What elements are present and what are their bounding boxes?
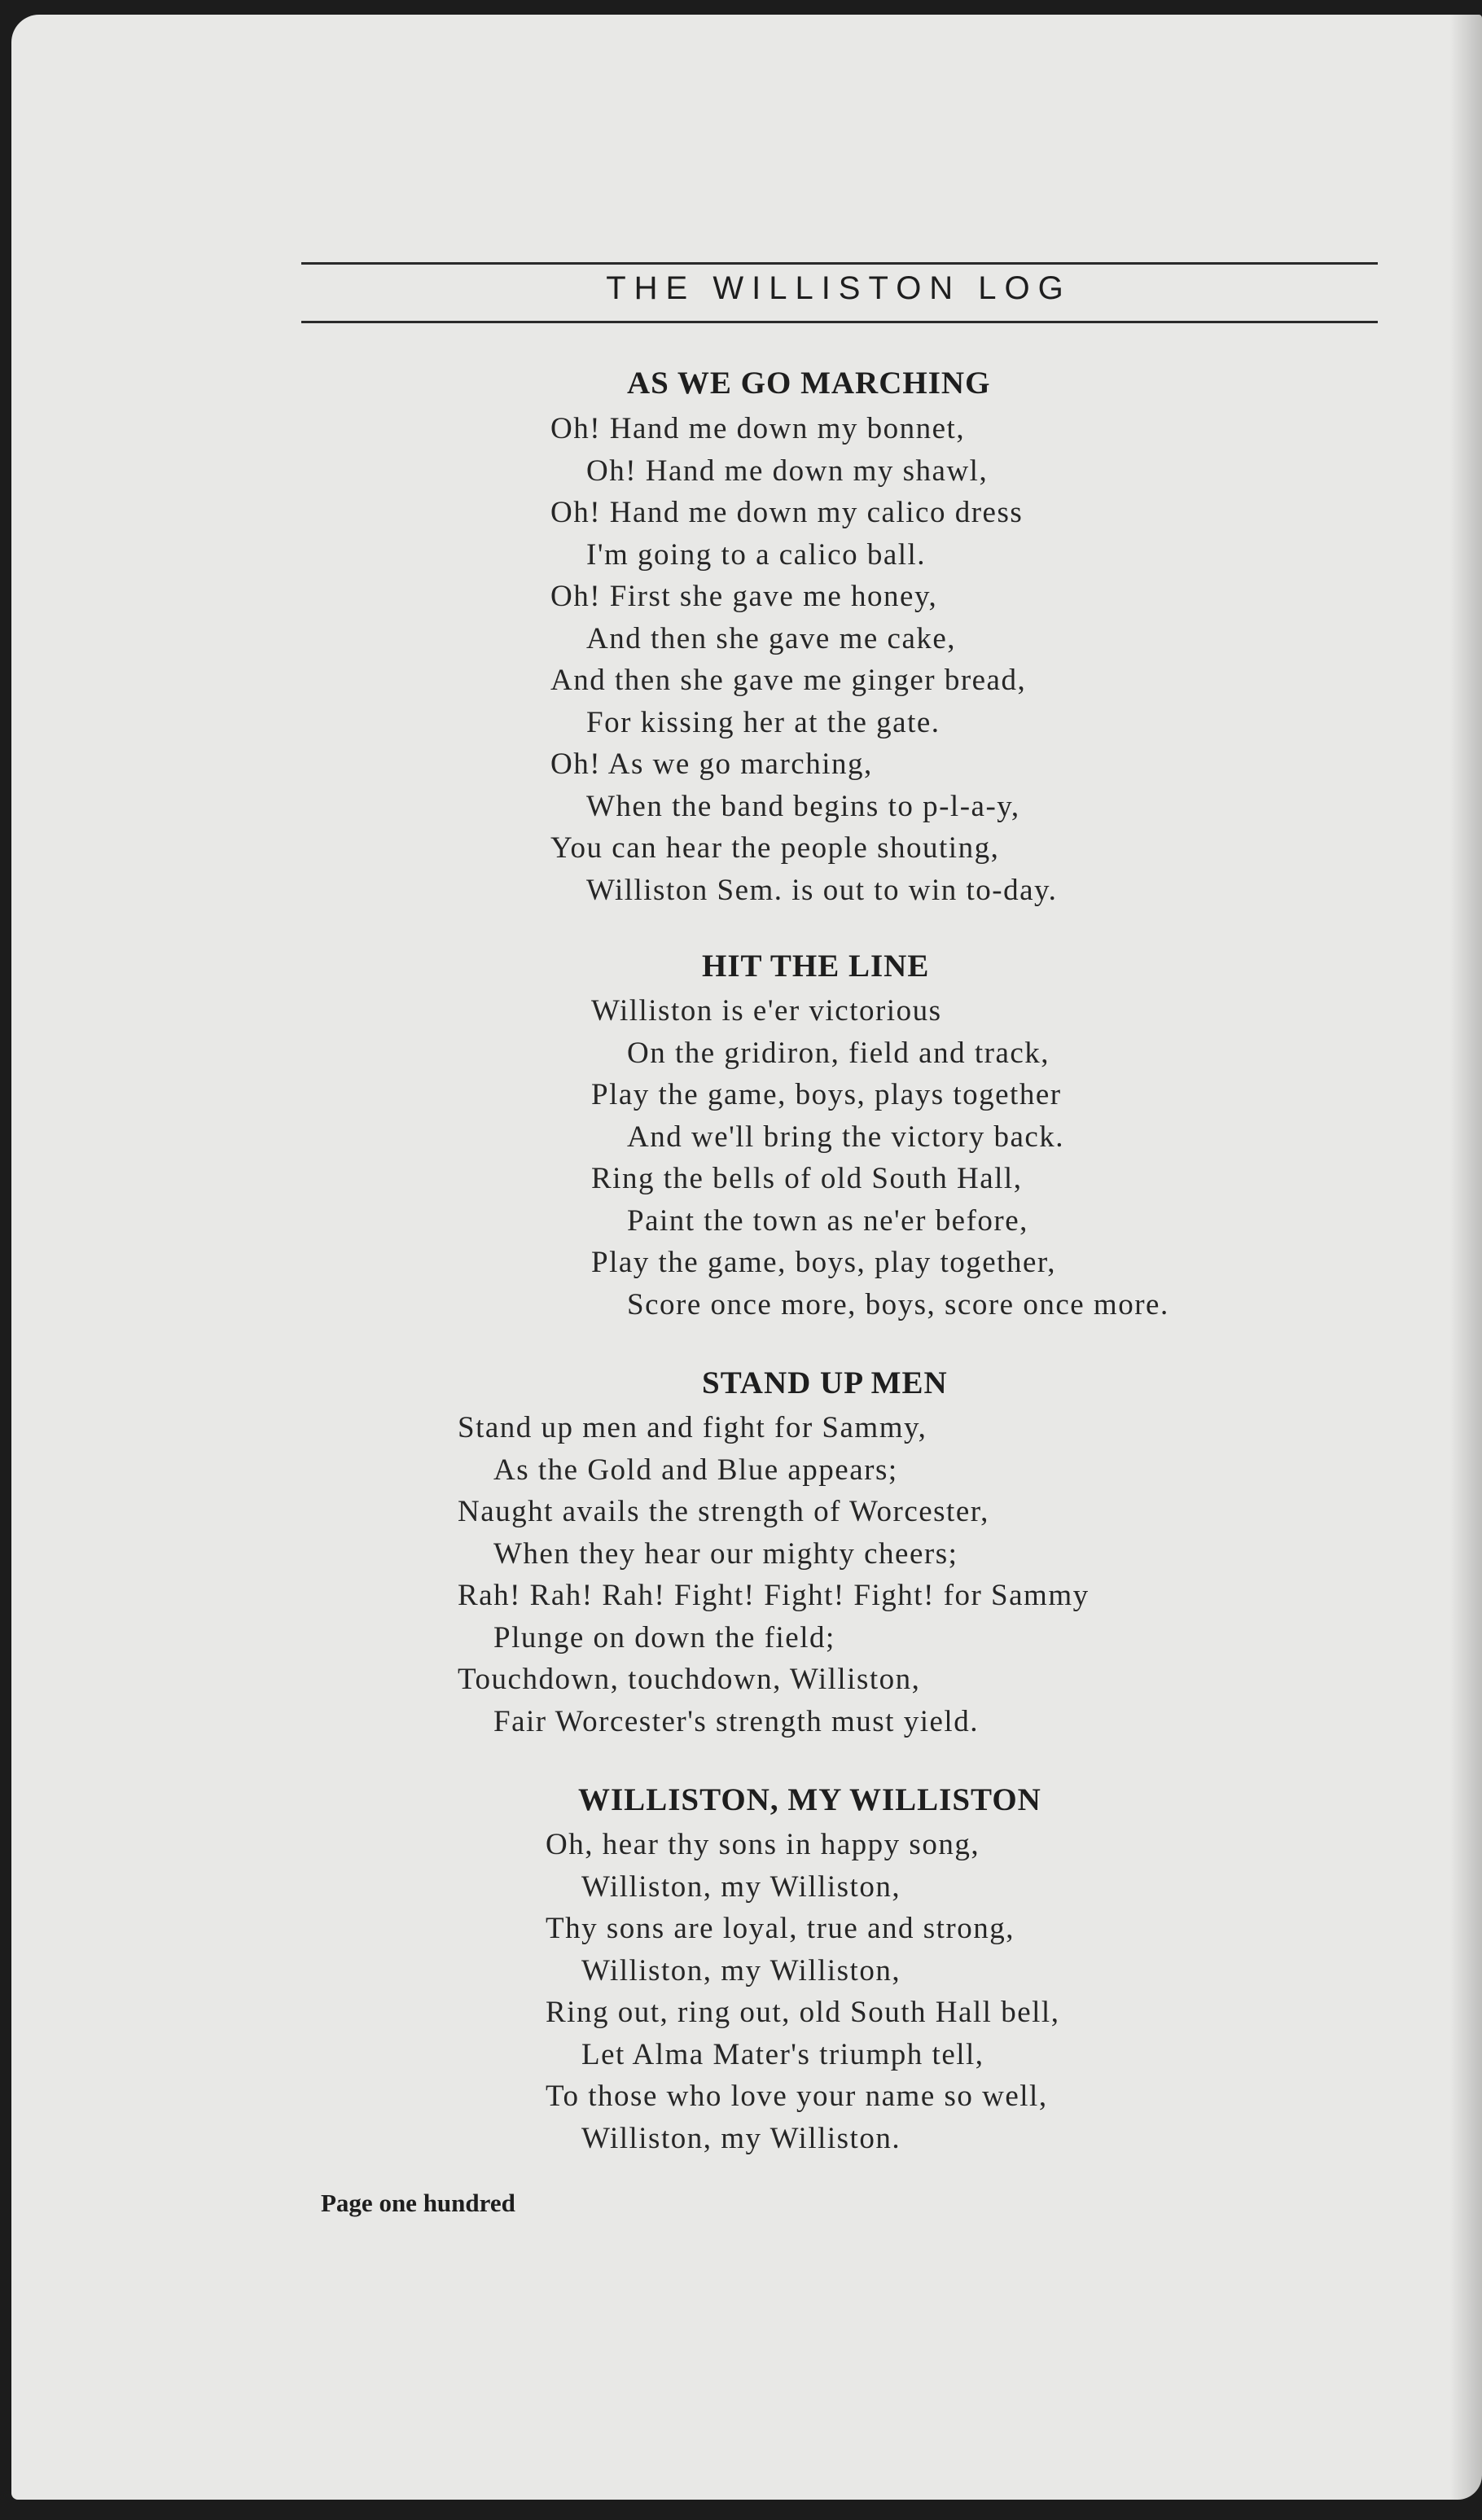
verse-line: Let Alma Mater's triumph tell,	[581, 2037, 984, 2071]
verse-line: Play the game, boys, plays together	[591, 1078, 1062, 1111]
verse-line: Play the game, boys, play together,	[591, 1246, 1056, 1279]
verse-line: Stand up men and fight for Sammy,	[458, 1411, 927, 1444]
verse-line: Fair Worcester's strength must yield.	[493, 1704, 979, 1738]
song-title-williston-my-williston: WILLISTON, MY WILLISTON	[578, 1782, 1041, 1817]
verse-line: As the Gold and Blue appears;	[493, 1453, 898, 1487]
verse-line: And we'll bring the victory back.	[627, 1120, 1065, 1154]
verse-line: Williston is e'er victorious	[591, 994, 942, 1028]
verse-line: Oh! Hand me down my calico dress	[550, 496, 1024, 529]
page-number-label: Page one hundred	[321, 2189, 515, 2217]
verse-line: Ring the bells of old South Hall,	[591, 1162, 1023, 1195]
verse-stand-up-men	[458, 1407, 1090, 1742]
running-header: THE WILLISTON LOG	[606, 270, 1072, 306]
song-title-as-we-go-marching: AS WE GO MARCHING	[627, 366, 991, 401]
verse-line: To those who love your name so well,	[546, 2080, 1048, 2113]
verse-line: Thy sons are loyal, true and strong,	[546, 1912, 1015, 1945]
verse-hit-the-line	[591, 990, 1169, 1326]
verse-line: Oh! As we go marching,	[550, 747, 873, 781]
verse-line: When the band begins to p-l-a-y,	[586, 789, 1020, 823]
verse-line: Plunge on down the field;	[493, 1620, 835, 1654]
verse-line: I'm going to a calico ball.	[586, 537, 927, 572]
verse-line: Ring out, ring out, old South Hall bell,	[546, 1996, 1060, 2029]
verse-line: Williston, my Williston,	[581, 1953, 901, 1988]
verse-line: Williston, my Williston,	[581, 1869, 901, 1904]
verse-williston-my-williston	[546, 1824, 1059, 2159]
verse-line: Touchdown, touchdown, Williston,	[458, 1663, 921, 1696]
verse-line: Williston, my Williston.	[581, 2121, 901, 2155]
verse-line: When they hear our mighty cheers;	[493, 1536, 958, 1571]
verse-line: And then she gave me ginger bread,	[550, 664, 1027, 697]
verse-line: Paint the town as ne'er before,	[627, 1203, 1028, 1238]
verse-line: Williston Sem. is out to win to-day.	[586, 873, 1058, 907]
verse-line: Oh! Hand me down my shawl,	[586, 454, 989, 488]
header-top-rule	[301, 262, 1378, 265]
header-bottom-rule	[301, 321, 1378, 323]
verse-line: And then she gave me cake,	[586, 621, 957, 655]
verse-line: Rah! Rah! Rah! Fight! Fight! Fight! for Sammy	[458, 1579, 1090, 1612]
verse-line: On the gridiron, field and track,	[627, 1036, 1050, 1070]
verse-line: You can hear the people shouting,	[550, 831, 1000, 865]
song-title-stand-up-men: STAND UP MEN	[702, 1365, 948, 1400]
song-title-hit-the-line: HIT THE LINE	[702, 949, 930, 984]
verse-line: Naught avails the strength of Worcester,	[458, 1495, 989, 1528]
verse-as-we-go-marching	[550, 408, 1057, 911]
verse-line: Oh! First she gave me honey,	[550, 580, 938, 613]
verse-line: For kissing her at the gate.	[586, 705, 940, 739]
verse-line: Oh, hear thy sons in happy song,	[546, 1828, 980, 1861]
verse-line: Score once more, boys, score once more.	[627, 1287, 1169, 1321]
verse-line: Oh! Hand me down my bonnet,	[550, 412, 966, 445]
